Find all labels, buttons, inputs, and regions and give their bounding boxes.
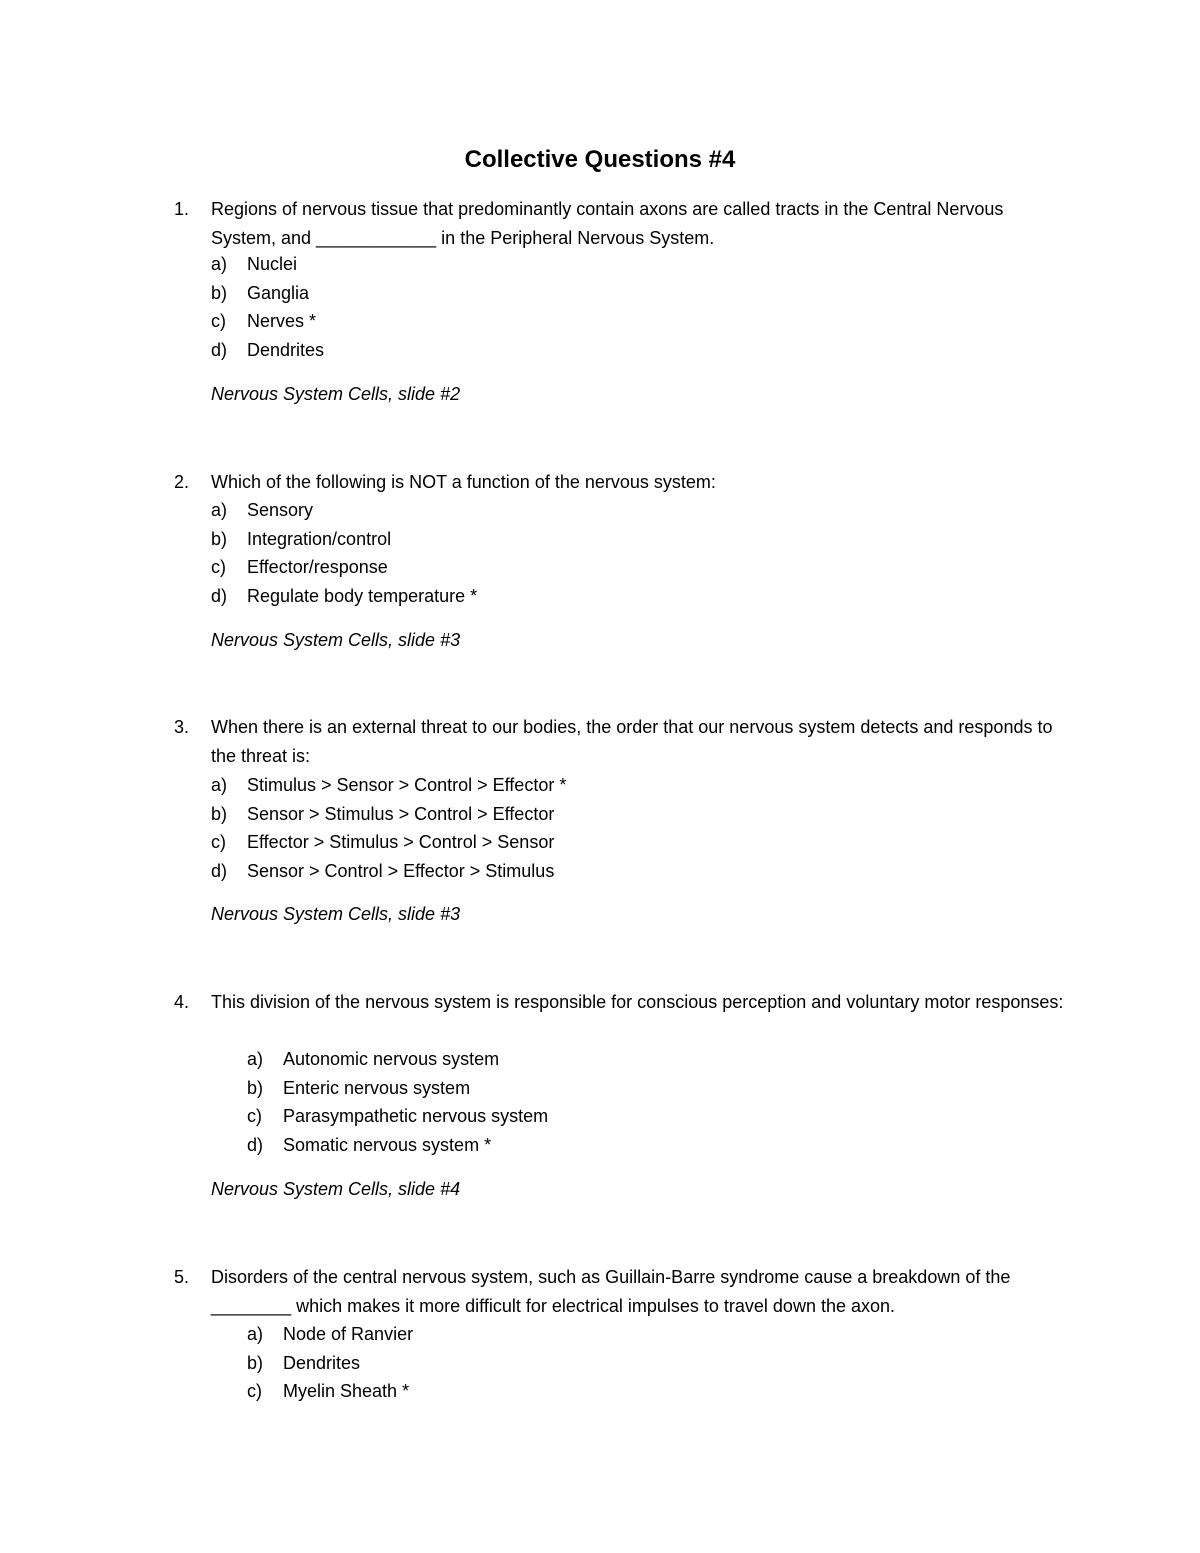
options-list-4 [0, 1045, 1200, 1159]
option-item [0, 525, 1200, 554]
option-text: Somatic nervous system * [283, 1134, 492, 1155]
option-letter: b) [247, 1352, 264, 1373]
page-title: Collective Questions #4 [464, 146, 736, 173]
source-reference: Nervous System Cells, slide #4 [211, 1179, 461, 1199]
option-letter: d) [211, 585, 228, 606]
option-item [0, 496, 1200, 525]
option-text: Integration/control [247, 528, 392, 549]
option-text: Parasympathetic nervous system [283, 1106, 549, 1126]
option-letter: c) [211, 832, 226, 852]
option-item [0, 1320, 1200, 1349]
options-list-1 [0, 250, 1200, 364]
option-item [0, 857, 1200, 886]
question-number: 1. [174, 199, 190, 219]
option-letter: d) [247, 1134, 264, 1155]
option-letter: c) [247, 1381, 262, 1401]
option-letter: a) [211, 500, 228, 520]
option-text: Enteric nervous system [283, 1077, 471, 1098]
option-item [0, 582, 1200, 611]
option-item [0, 800, 1200, 829]
option-text: Sensor > Control > Effector > Stimulus [247, 860, 555, 881]
option-text: Regulate body temperature * [247, 585, 478, 606]
option-text: Node of Ranvier [283, 1324, 414, 1344]
question-number: 3. [174, 717, 190, 737]
option-letter: c) [211, 311, 226, 331]
source-reference: Nervous System Cells, slide #2 [211, 384, 461, 404]
option-text: Nerves * [247, 311, 317, 331]
option-text: Ganglia [247, 282, 310, 303]
option-item [0, 553, 1200, 582]
question-text: Regions of nervous tissue that predominantly contain axons are called tracts in the Central Nervous System, and ____________ in the Peripheral Nervous System. [211, 199, 1004, 248]
option-letter: a) [211, 254, 228, 274]
option-item [0, 771, 1200, 800]
options-list-3 [0, 771, 1200, 885]
option-text: Sensor > Stimulus > Control > Effector [247, 803, 555, 824]
option-letter: b) [247, 1077, 264, 1098]
options-list-5 [0, 1320, 1200, 1406]
option-item [0, 1074, 1200, 1103]
option-item [0, 307, 1200, 336]
option-text: Sensory [247, 500, 314, 520]
option-text: Myelin Sheath * [283, 1381, 410, 1401]
source-reference: Nervous System Cells, slide #3 [211, 904, 461, 924]
option-text: Autonomic nervous system [283, 1049, 500, 1069]
option-item [0, 279, 1200, 308]
option-item [0, 1045, 1200, 1074]
option-letter: b) [211, 528, 228, 549]
option-letter: c) [247, 1106, 262, 1126]
option-text: Effector > Stimulus > Control > Sensor [247, 832, 555, 852]
question-number: 2. [174, 472, 190, 492]
option-item [0, 1131, 1200, 1160]
options-list-2 [0, 496, 1200, 610]
option-item [0, 828, 1200, 857]
option-item [0, 336, 1200, 365]
option-item [0, 250, 1200, 279]
question-text: Disorders of the central nervous system, such as Guillain-Barre syndrome cause a breakdown of the ________ which makes it more difficult for electrical impulses to travel down the axon. [211, 1267, 1011, 1316]
option-item [0, 1102, 1200, 1131]
option-text: Dendrites [283, 1352, 361, 1373]
option-letter: d) [211, 339, 228, 360]
option-text: Nuclei [247, 254, 298, 274]
option-letter: a) [211, 775, 228, 795]
option-text: Dendrites [247, 339, 325, 360]
option-text: Stimulus > Sensor > Control > Effector * [247, 775, 567, 795]
option-text: Effector/response [247, 557, 388, 577]
option-letter: c) [211, 557, 226, 577]
question-text: Which of the following is NOT a function of the nervous system: [211, 472, 716, 492]
option-letter: b) [211, 803, 228, 824]
question-text: This division of the nervous system is responsible for conscious perception and voluntary motor responses: [211, 992, 1064, 1012]
question-text: When there is an external threat to our bodies, the order that our nervous system detects and responds to the threat is: [211, 717, 1053, 766]
option-letter: d) [211, 860, 228, 881]
question-number: 4. [174, 992, 190, 1012]
option-item [0, 1349, 1200, 1378]
option-letter: a) [247, 1324, 264, 1344]
option-letter: a) [247, 1049, 264, 1069]
source-reference: Nervous System Cells, slide #3 [211, 630, 461, 650]
option-letter: b) [211, 282, 228, 303]
question-number: 5. [174, 1267, 190, 1287]
option-item [0, 1377, 1200, 1406]
